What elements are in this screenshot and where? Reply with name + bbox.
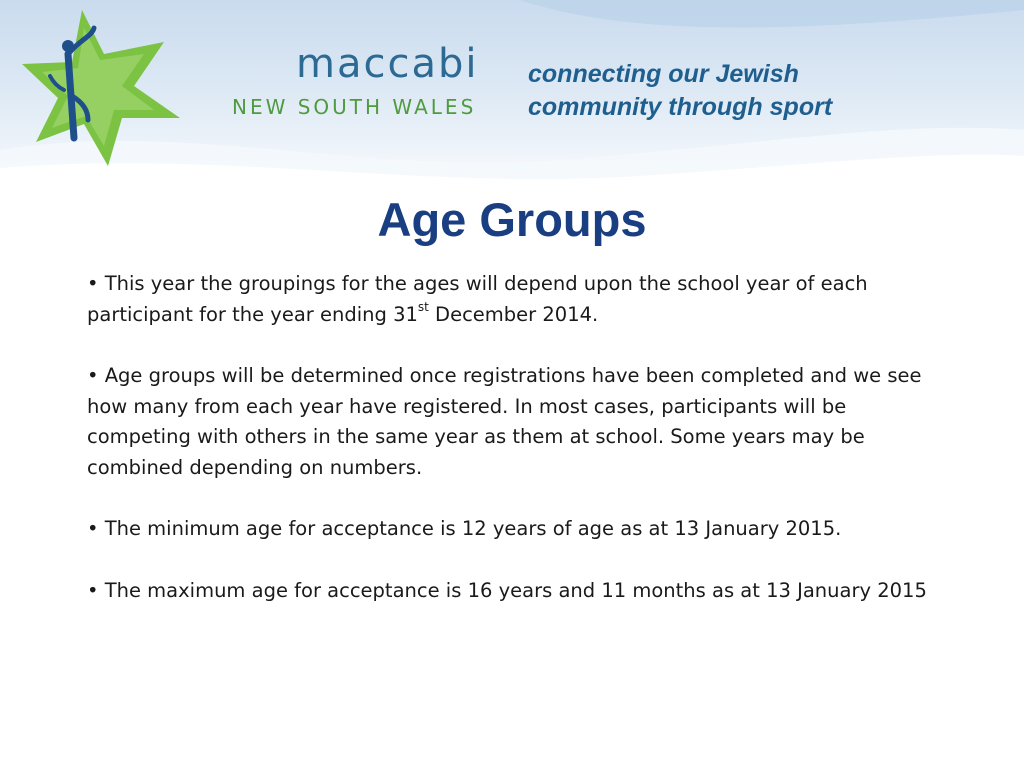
bullet-text: Age groups will be determined once registrations have been completed and we see how many from each year have registered. In most cases, participants will be competing with others in the same year as them at school. Some years may be combined depending on numbers. — [87, 364, 922, 479]
bullet-item — [87, 514, 947, 545]
brand-tagline — [528, 58, 832, 124]
tagline-line-2: community through sport — [528, 93, 833, 121]
bullet-marker: • — [87, 517, 99, 540]
bullet-item — [87, 269, 947, 330]
tagline-line-1: connecting our Jewish — [528, 60, 799, 88]
bullet-text: The minimum age for acceptance is 12 years of age as at 13 January 2015. — [98, 517, 842, 540]
brand-name: maccabi — [296, 41, 479, 87]
bullet-item — [87, 361, 947, 483]
bullet-text: This year the groupings for the ages will depend upon the school year of each participant for the year ending 31 — [87, 272, 868, 326]
ordinal-superscript: st — [417, 300, 429, 314]
slide-content — [87, 269, 947, 637]
maccabi-star-torch-logo-icon — [22, 6, 192, 171]
bullet-text: The maximum age for acceptance is 16 years and 11 months as at 13 January 2015 — [98, 578, 927, 602]
brand-region: NEW SOUTH WALES — [232, 95, 477, 119]
bullet-item — [87, 576, 947, 607]
bullet-marker: • — [87, 272, 99, 295]
bullet-marker: • — [87, 578, 99, 602]
bullet-text-end: December 2014. — [428, 302, 599, 326]
slide-title: Age Groups — [377, 193, 647, 246]
header-banner — [0, 0, 1024, 190]
bullet-marker: • — [87, 364, 99, 387]
